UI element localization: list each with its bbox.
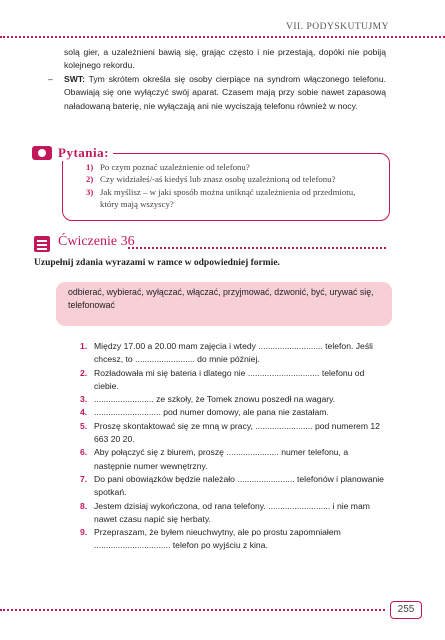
swt-term: SWT: — [64, 74, 86, 84]
exercise-title-rule — [128, 247, 386, 249]
exercise-number: 9. — [80, 527, 88, 538]
exercise-sentence: Aby połączyć się z biurem, proszę ...................... numer telefonu, a następnie numer wewnętrzny. — [94, 447, 349, 471]
question-item — [86, 161, 376, 173]
exercise-item — [80, 420, 386, 447]
exercise-sentence: Przepraszam, że byłem nieuchwytny, ale po prostu zapomniałem ................................ telefon po wyjściu z kina. — [94, 527, 341, 551]
question-number: 3) — [86, 186, 94, 197]
exercise-sentence: Proszę skontaktować się ze mną w pracy, ........................ pod numerem 12 663 20 20. — [94, 420, 380, 445]
exercise-sentence: Do pani obowiązków będzie należało ........................ telefonów i planowanie spotkań. — [94, 473, 384, 498]
intro-text: solą gier, a uzależnieni bawią się, grając często i nie przestają, dopóki nie pobiją kolejnego rekordu. — [64, 47, 386, 71]
dash-bullet: – — [48, 74, 53, 84]
exercise-list — [80, 340, 386, 553]
question-text: Jak myślisz – w jaki sposób można uniknąć uzależnienia od przedmiotu, który mają wszyscy? — [100, 186, 356, 209]
intro-continuation — [64, 46, 386, 73]
exercise-number: 5. — [80, 420, 88, 431]
exercise-item — [80, 446, 386, 473]
questions-title: Pytania: — [58, 145, 109, 160]
exercise-title: Ćwiczenie 36 — [58, 234, 135, 249]
checklist-icon — [34, 236, 50, 252]
exercise-sentence: Jestem dzisiaj wykończona, od rana telefony. .......................... i nie mam nawet czasu napić się herbaty. — [94, 500, 370, 524]
header-rule — [0, 36, 445, 38]
exercise-sentence: ......................... ze szkoły, że Tomek znowu poszedł na wagary. — [94, 394, 336, 405]
exercise-number: 2. — [80, 367, 88, 378]
exercise-sentence: Rozładowała mi się bateria i dlatego nie .............................. telefonu od ciebie. — [94, 367, 365, 391]
page-number: 255 — [390, 601, 422, 619]
swt-paragraph — [48, 73, 386, 113]
exercise-sentence: Między 17.00 a 20.00 mam zajęcia i wtedy ........................... telefon. Jeśli chcesz, to ......................... do mnie później. — [94, 341, 373, 365]
exercise-number: 6. — [80, 447, 88, 458]
questions-header — [32, 145, 113, 161]
chapter-title: VII. PODYSKUTUJMY — [286, 22, 389, 32]
question-item — [86, 173, 376, 185]
exercise-sentence: ............................ pod numer domowy, ale pana nie zastałam. — [94, 407, 329, 418]
exercise-number: 7. — [80, 473, 88, 484]
exercise-item — [80, 406, 386, 419]
question-number: 2) — [86, 174, 94, 185]
exercise-number: 1. — [80, 341, 88, 351]
exercise-number: 8. — [80, 500, 88, 511]
exercise-item — [80, 526, 386, 553]
question-number: 1) — [86, 162, 94, 172]
exercise-item — [80, 393, 386, 406]
exercise-instruction: Uzupełnij zdania wyrazami w ramce w odpowiedniej formie. — [34, 258, 280, 268]
exercise-number: 4. — [80, 407, 88, 418]
exercise-number: 3. — [80, 394, 88, 405]
question-text: Czy widziałeś/-aś kiedyś lub znasz osobę uzależnioną od telefonu? — [100, 174, 336, 185]
exercise-item — [80, 340, 386, 367]
question-text: Po czym poznać uzależnienie od telefonu? — [100, 162, 250, 172]
exercise-item — [80, 500, 386, 527]
question-item — [86, 186, 376, 211]
questions-list — [86, 161, 376, 210]
swt-text: Tym skrótem określa się osoby cierpiące na syndrom włączonego telefonu. Obawiają się one wyłączyć swój aparat. Czasem mają przy sobie nawet zapasową naładowaną baterię, nie wyłączają ani nie wyciszają telefonu również w nocy. — [64, 74, 386, 111]
speech-icon — [32, 146, 52, 160]
exercise-item — [80, 367, 386, 394]
footer-rule — [0, 609, 385, 611]
word-box-text: odbierać, wybierać, wyłączać, włączać, przyjmować, dzwonić, być, urywać się, telefonować — [68, 287, 374, 311]
exercise-item — [80, 473, 386, 500]
